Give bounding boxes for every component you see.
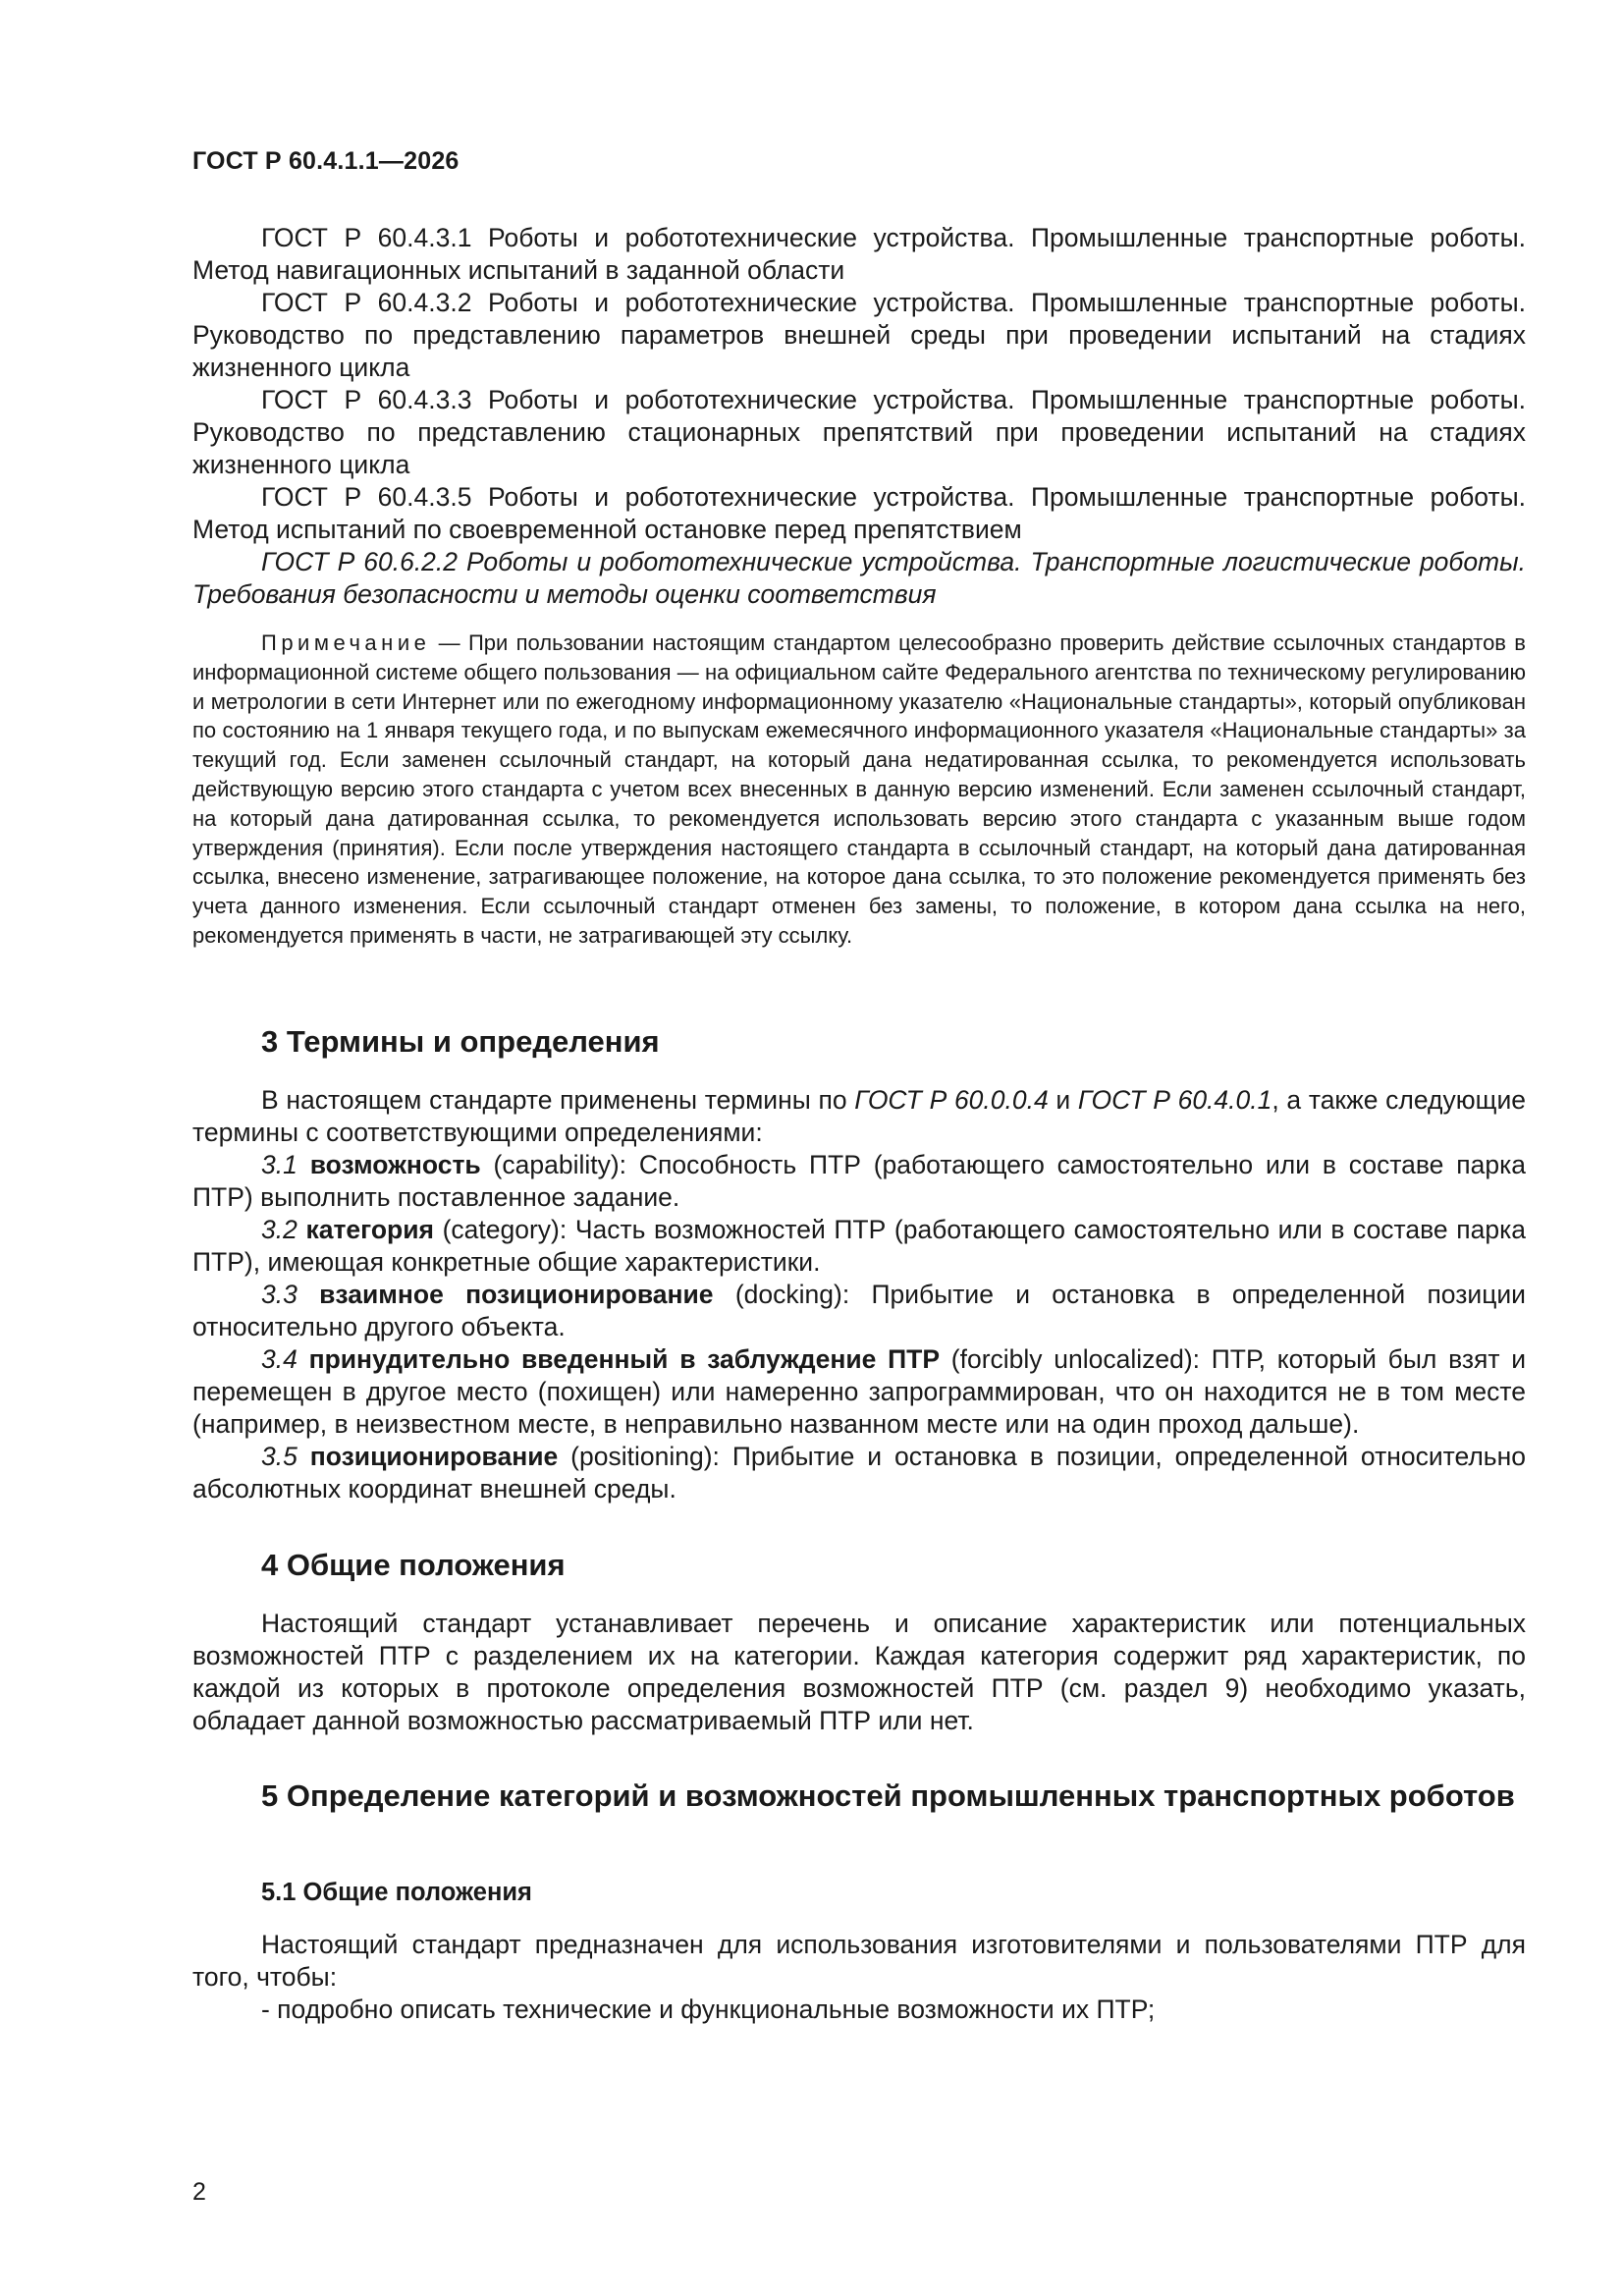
reference-item: ГОСТ Р 60.4.3.5 Роботы и робототехнические устройства. Промышленные транспортные роботы. Метод испытаний по своевременной остановке перед препятствием	[192, 482, 1526, 544]
note-text: — При пользовании настоящим стандартом целесообразно проверить действие ссылочных стандартов в информационной системе общего пользования — на официальном сайте Федерального агентства по техническому регулированию и метрологии в сети Интернет или по ежегодному информационному указателю «Национальные стандарты», который опубликован по состоянию на 1 января текущего года, и по выпускам ежемесячного информационного указателя «Национальные стандарты» за текущий год. Если заменен ссылочный стандарт, на который дана недатированная ссылка, то рекомендуется использовать действующую версию этого стандарта с учетом всех внесенных в данную версию изменений. Если заменен ссылочный стандарт, на который дана датированная ссылка, то рекомендуется использовать версию этого стандарта с указанным выше годом утверждения (принятия). Если после утверждения настоящего стандарта в ссылочный стандарт, на который дана датированная ссылка, внесено изменение, затрагивающее положение, на которое дана ссылка, то это положение рекомендуется применять без учета данного изменения. Если ссылочный стандарт отменен без замены, то положение, в котором дана ссылка на него, рекомендуется применять в части, не затрагивающей эту ссылку.	[192, 630, 1526, 948]
document-code-header: ГОСТ Р 60.4.1.1—2026	[192, 147, 460, 175]
reference-link: ГОСТ Р 60.4.0.1	[1077, 1085, 1272, 1115]
term-definition: 3.1 возможность (capability): Способность ПТР (работающего самостоятельно или в составе парка ПТР) выполнить поставленное задание.	[192, 1150, 1526, 1212]
list-item: - подробно описать технические и функциональные возможности их ПТР;	[261, 1995, 1156, 2024]
section-4-body	[192, 1608, 1526, 1737]
term-name: принудительно введенный в заблуждение ПТР	[308, 1344, 941, 1374]
reference-item: ГОСТ Р 60.4.3.1 Роботы и робототехнические устройства. Промышленные транспортные роботы. Метод навигационных испытаний в заданной области	[192, 223, 1526, 285]
reference-item: ГОСТ Р 60.4.3.3 Роботы и робототехнические устройства. Промышленные транспортные роботы. Руководство по представлению стационарных препятствий при проведении испытаний на стадиях жизненного цикла	[192, 385, 1526, 479]
section-5-1-body	[192, 1929, 1526, 2026]
reference-item: ГОСТ Р 60.6.2.2 Роботы и робототехнические устройства. Транспортные логистические роботы. Требования безопасности и методы оценки соответствия	[192, 547, 1526, 609]
term-definition: 3.2 категория (category): Часть возможностей ПТР (работающего самостоятельно или в составе парка ПТР), имеющая конкретные общие характеристики.	[192, 1215, 1526, 1277]
term-name: категория	[305, 1215, 434, 1244]
note-label: Примечание	[261, 630, 431, 655]
section-4-text: Настоящий стандарт устанавливает перечень и описание характеристик или потенциальных возможностей ПТР с разделением их на категории. Каждая категория содержит ряд характеристик, по каждой из которых в протоколе определения возможностей ПТР (см. раздел 9) необходимо указать, обладает данной возможностью рассматриваемый ПТР или нет.	[192, 1609, 1526, 1735]
section-5-heading: 5 Определение категорий и возможностей промышленных транспортных роботов	[261, 1778, 1515, 1813]
section-3-body	[192, 1084, 1526, 1505]
section-3-intro: В настоящем стандарте применены термины по ГОСТ Р 60.0.0.4 и ГОСТ Р 60.4.0.1, а также следующие термины с соответствующими определениями:	[192, 1085, 1526, 1147]
term-name: возможность	[309, 1150, 481, 1179]
term-name: позиционирование	[309, 1442, 559, 1471]
section-3-heading: 3 Термины и определения	[261, 1024, 660, 1059]
page-number: 2	[192, 2178, 206, 2206]
normative-references-list	[192, 222, 1526, 611]
note-paragraph	[192, 629, 1526, 951]
term-name: взаимное позиционирование	[319, 1280, 714, 1309]
reference-item: ГОСТ Р 60.4.3.2 Роботы и робототехнические устройства. Промышленные транспортные роботы. Руководство по представлению параметров внешней среды при проведении испытаний на стадиях жизненного цикла	[192, 288, 1526, 382]
term-definition: 3.3 взаимное позиционирование (docking): Прибытие и остановка в определенной позиции относительно другого объекта.	[192, 1280, 1526, 1341]
section-4-heading: 4 Общие положения	[261, 1548, 566, 1582]
section-5-1-text: Настоящий стандарт предназначен для использования изготовителями и пользователями ПТР для того, чтобы:	[192, 1930, 1526, 1992]
subsection-5-1-heading: 5.1 Общие положения	[261, 1879, 532, 1906]
reference-link: ГОСТ Р 60.0.0.4	[854, 1085, 1049, 1115]
term-definition: 3.5 позиционирование (positioning): Прибытие и остановка в позиции, определенной относительно абсолютных координат внешней среды.	[192, 1442, 1526, 1503]
term-definition: 3.4 принудительно введенный в заблуждение ПТР (forcibly unlocalized): ПТР, который был взят и перемещен в другое место (похищен) или намеренно запрограммирован, что он находится не в том месте (например, в неизвестном месте, в неправильно названном месте или на один проход дальше).	[192, 1344, 1527, 1439]
